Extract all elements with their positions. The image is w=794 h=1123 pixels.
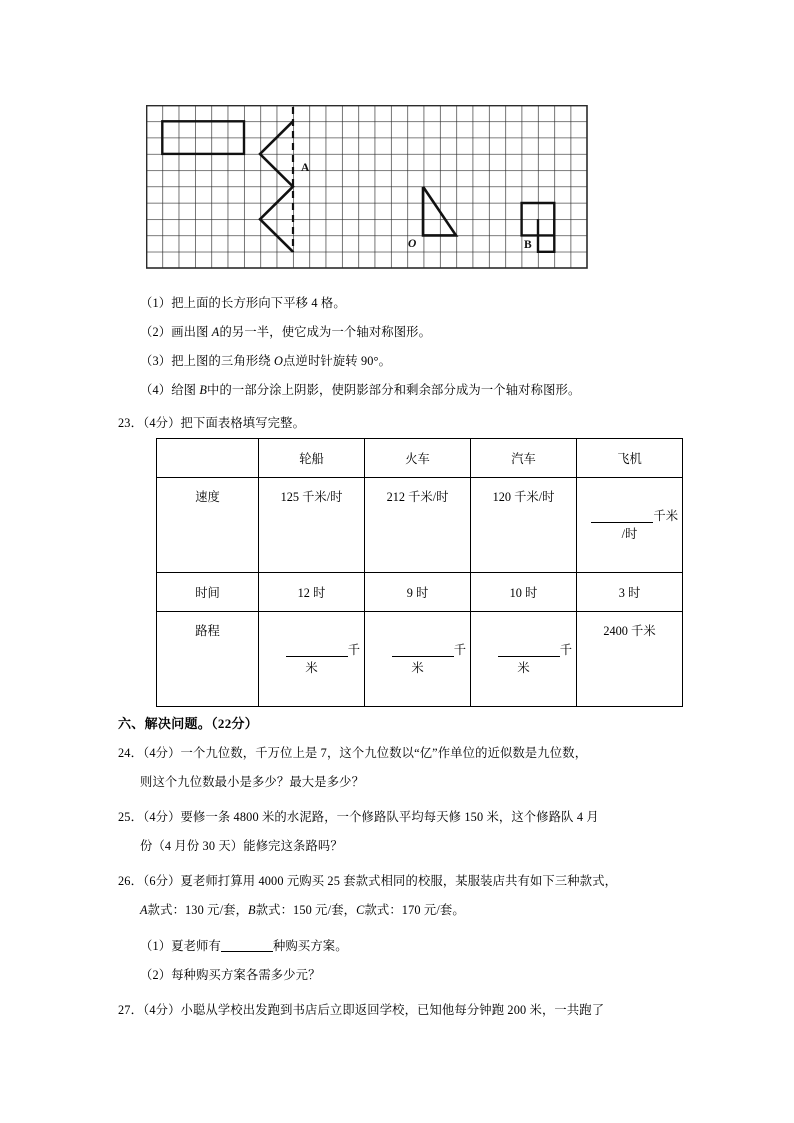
q22-item-4-pre: 给图 — [171, 383, 200, 397]
cell-distance-ship-blank[interactable] — [259, 612, 365, 707]
cell-time-ship: 12 时 — [259, 573, 365, 612]
q24-number: 24． — [118, 746, 144, 760]
q26-price-b: 款式：150 元/套， — [255, 903, 357, 917]
q23-prompt — [118, 415, 305, 432]
svg-text:A: A — [301, 162, 310, 174]
cell-speed-car — [471, 478, 577, 573]
q26-price-c: 款式：170 元/套。 — [364, 903, 465, 917]
q22-item-4 — [140, 382, 580, 399]
q26-sub-2-text: 每种购买方案各需多少元？ — [171, 968, 321, 982]
q22-item-2-symbol: A — [211, 325, 220, 339]
q26-answer-blank[interactable] — [221, 951, 273, 952]
row-label-time: 时间 — [157, 573, 259, 612]
cell-time-car: 10 时 — [471, 573, 577, 612]
q26-text-1: 夏老师打算用 4000 元购买 25 套款式相同的校服，某服装店共有如下三种款式， — [180, 874, 618, 888]
table-header-row — [157, 439, 683, 478]
q24-text-1: 一个九位数，千万位上是 7，这个九位数以“亿”作单位的近似数是九位数， — [180, 746, 588, 760]
q26-sub-2-marker: （2） — [140, 968, 172, 982]
svg-text:B: B — [524, 239, 532, 251]
q22-item-2 — [140, 324, 431, 341]
distance-ship-unit-bottom: 米 — [305, 661, 318, 675]
q22-item-2-post: 的另一半，使它成为一个轴对称图形。 — [219, 325, 432, 339]
cell-speed-ship — [259, 478, 365, 573]
q25-line-1 — [118, 809, 599, 826]
q26-score: （6分） — [143, 874, 181, 888]
blank-underline[interactable] — [591, 522, 653, 523]
q24-score: （4分） — [143, 746, 181, 760]
row-label-speed — [157, 478, 259, 573]
q22-item-3-post: 点逆时针旋转 90°。 — [283, 354, 392, 368]
q23-text: 把下面表格填写完整。 — [180, 416, 306, 430]
q22-item-4-marker: （4） — [140, 383, 172, 397]
distance-ship-blank-line[interactable] — [259, 642, 364, 659]
q26-sub-1-post: 种购买方案。 — [273, 939, 348, 953]
q25-line-2 — [140, 838, 343, 855]
q23-number: 23． — [118, 416, 144, 430]
cell-distance-train-blank[interactable] — [365, 612, 471, 707]
q22-item-2-pre: 画出图 — [171, 325, 212, 339]
q26-number: 26． — [118, 874, 144, 888]
q26-style-a: A — [140, 903, 148, 917]
distance-train-blank-line[interactable] — [365, 642, 470, 659]
q23-score: （4分） — [143, 416, 181, 430]
cell-time-plane: 3 时 — [577, 573, 683, 612]
q27-score: （4分） — [143, 1003, 181, 1017]
distance-car-unit-top: 千 — [559, 643, 572, 657]
q26-sub-2 — [140, 967, 321, 984]
q26-sub-1-pre: 夏老师有 — [171, 939, 221, 953]
cell-speed-ship-text: 125 千米/时 — [280, 490, 343, 504]
header-cell-ship: 轮船 — [259, 439, 365, 478]
table-row-speed — [157, 478, 683, 573]
q26-sub-1-marker: （1） — [140, 939, 172, 953]
q22-item-4-symbol: B — [199, 383, 207, 397]
speed-plane-blank-line[interactable] — [577, 508, 682, 525]
header-cell-corner — [157, 439, 259, 478]
cell-speed-train — [365, 478, 471, 573]
distance-car-blank-line[interactable] — [471, 642, 576, 659]
distance-train-unit-bottom: 米 — [411, 661, 424, 675]
q22-item-4-post: 中的一部分涂上阴影，使阴影部分和剩余部分成为一个轴对称图形。 — [207, 383, 581, 397]
speed-time-distance-table — [156, 438, 683, 707]
q27-line-1 — [118, 1002, 604, 1019]
q22-item-1 — [140, 295, 346, 312]
distance-train-unit-top: 千 — [453, 643, 466, 657]
q22-item-1-marker: （1） — [140, 296, 172, 310]
q25-score: （4分） — [143, 810, 181, 824]
section-heading-six: 六、解决问题。（22分） — [118, 716, 259, 731]
q26-price-a: 款式：130 元/套， — [147, 903, 249, 917]
blank-underline[interactable] — [498, 656, 560, 657]
q25-text-2: 份（4 月份 30 天）能修完这条路吗？ — [140, 839, 343, 853]
q27-text-1: 小聪从学校出发跑到书店后立即返回学校，已知他每分钟跑 200 米，一共跑了 — [180, 1003, 605, 1017]
q25-text-1: 要修一条 4800 米的水泥路，一个修路队平均每天修 150 米，这个修路队 4 月 — [180, 810, 599, 824]
q24-line-2 — [140, 774, 364, 791]
cell-speed-train-text: 212 千米/时 — [386, 490, 449, 504]
q22-item-1-text: 把上面的长方形向下平移 4 格。 — [171, 296, 346, 310]
cell-speed-car-text: 120 千米/时 — [492, 490, 555, 504]
cell-distance-car-blank[interactable] — [471, 612, 577, 707]
row-label-distance-text: 路程 — [195, 624, 220, 638]
q22-item-2-marker: （2） — [140, 325, 172, 339]
cell-distance-plane — [577, 612, 683, 707]
table-row-time — [157, 573, 683, 612]
header-cell-car: 汽车 — [471, 439, 577, 478]
blank-underline[interactable] — [392, 656, 454, 657]
cell-distance-plane-text: 2400 千米 — [603, 624, 656, 638]
q26-style-c: C — [356, 903, 365, 917]
header-cell-train: 火车 — [365, 439, 471, 478]
distance-ship-unit-top: 千 — [347, 643, 360, 657]
distance-car-unit-bottom: 米 — [517, 661, 530, 675]
row-label-speed-text: 速度 — [195, 490, 220, 504]
q26-line-2 — [140, 902, 465, 919]
cell-time-train: 9 时 — [365, 573, 471, 612]
svg-text:O: O — [408, 238, 417, 250]
speed-plane-unit-bottom: /时 — [621, 527, 638, 541]
q24-line-1 — [118, 745, 587, 762]
grid-figure — [146, 105, 588, 269]
q26-style-b: B — [248, 903, 256, 917]
speed-plane-unit-top: 千米 — [653, 509, 678, 523]
table-row-distance — [157, 612, 683, 707]
q26-line-1 — [118, 873, 617, 890]
header-cell-plane: 飞机 — [577, 439, 683, 478]
blank-underline[interactable] — [286, 656, 348, 657]
q26-sub-1 — [140, 938, 348, 955]
row-label-distance — [157, 612, 259, 707]
q25-number: 25． — [118, 810, 144, 824]
q22-item-3-pre: 把上图的三角形绕 — [171, 354, 275, 368]
q24-text-2: 则这个九位数最小是多少？最大是多少？ — [140, 775, 365, 789]
q22-item-3 — [140, 353, 391, 370]
q22-item-3-symbol: O — [274, 354, 284, 368]
q27-number: 27． — [118, 1003, 144, 1017]
cell-speed-plane-blank[interactable] — [577, 478, 683, 573]
q22-item-3-marker: （3） — [140, 354, 172, 368]
